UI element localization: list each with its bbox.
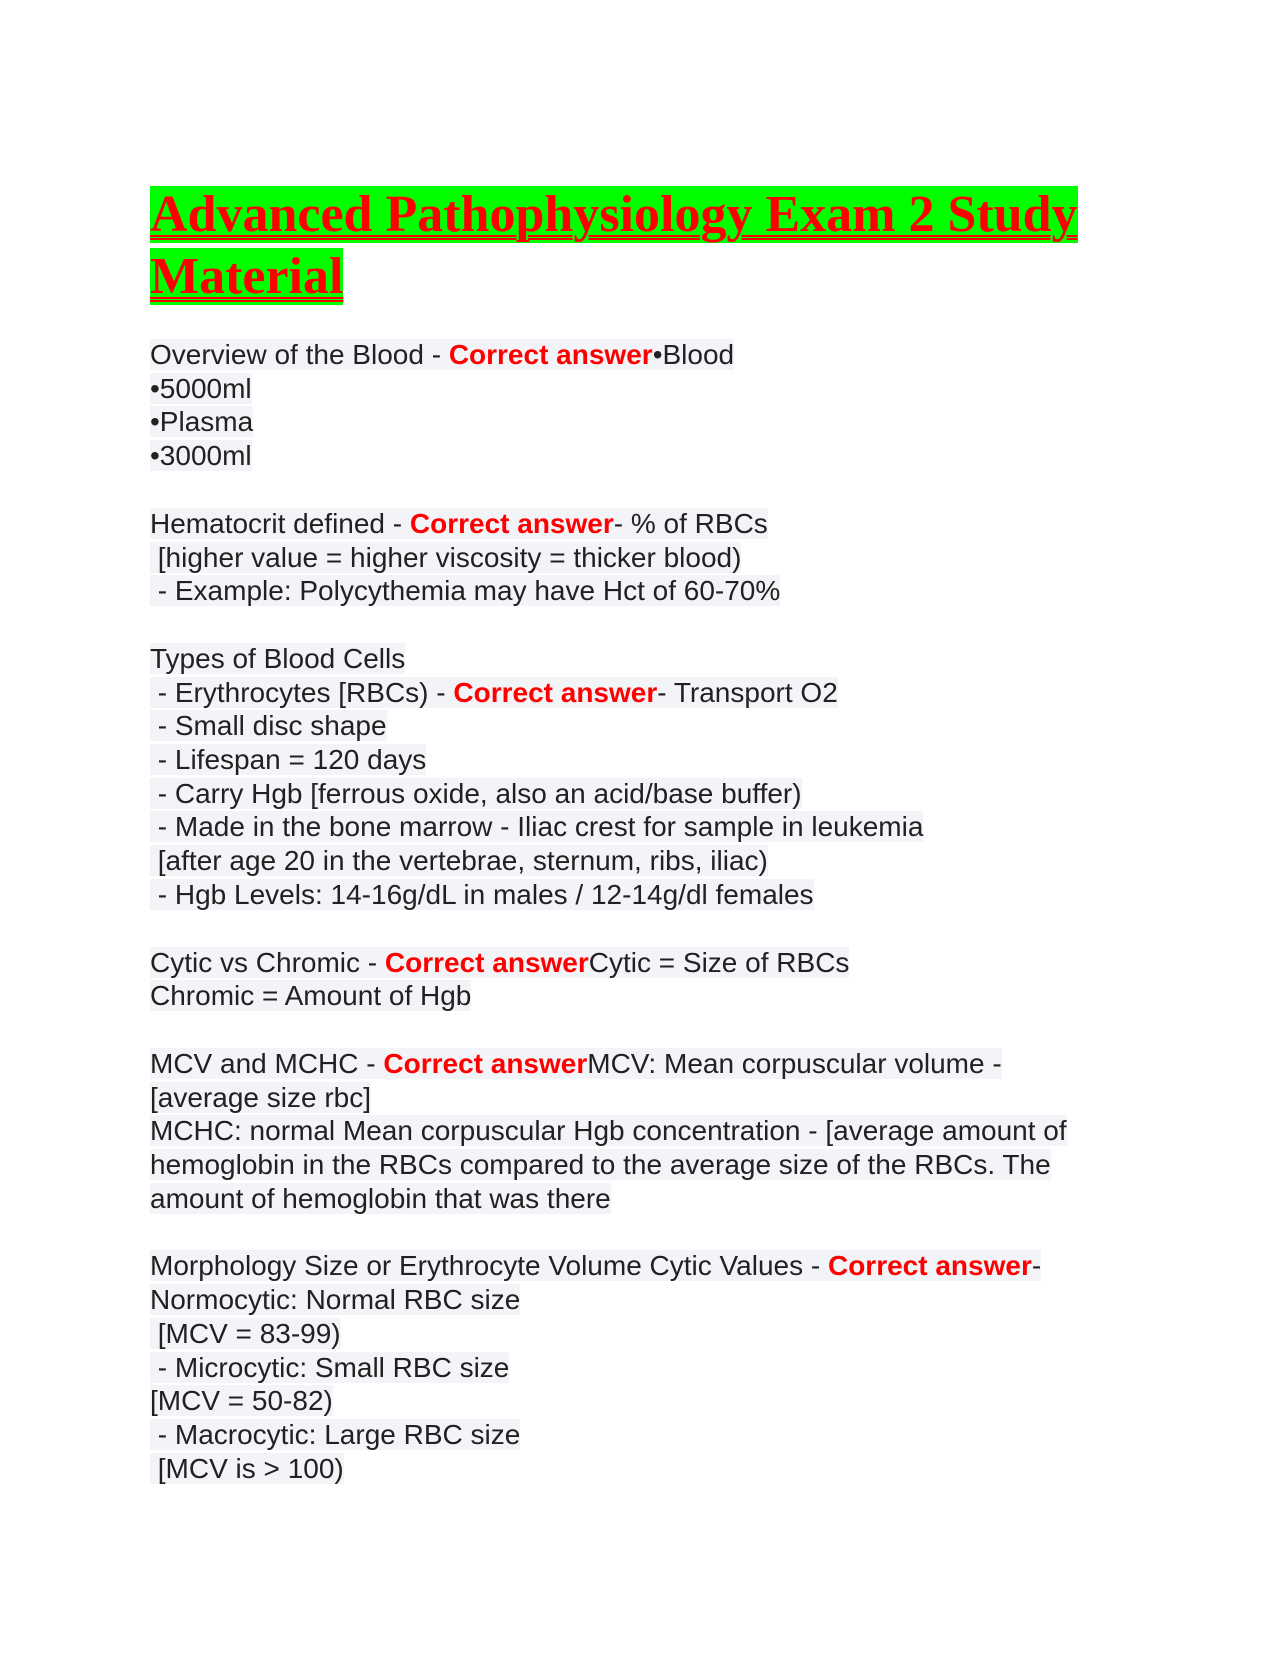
answer-text: - % of RBCs <box>613 507 768 539</box>
question-line <box>150 946 1130 980</box>
answer-line: Chromic = Amount of Hgb <box>150 980 472 1012</box>
answer-line: - Microcytic: Small RBC size <box>150 1351 510 1383</box>
answer-line: •5000ml <box>150 372 252 404</box>
answer-text: •Blood <box>652 339 735 370</box>
answer-line: MCHC: normal Mean corpuscular Hgb concentration - [average amount of <box>150 1115 1067 1147</box>
answer-line: - Made in the bone marrow - Iliac crest for sample in leukemia <box>150 811 924 843</box>
answer-line: - Hgb Levels: 14-16g/dL in males / 12-14g/dl females <box>150 878 814 910</box>
correct-answer-label: Correct answer <box>384 946 589 978</box>
question-line <box>150 676 1130 710</box>
answer-text: MCV: Mean corpuscular volume - <box>587 1047 1002 1079</box>
answer-line: [MCV = 50-82) <box>150 1385 333 1417</box>
answer-line: - Macrocytic: Large RBC size <box>150 1418 521 1450</box>
answer-line: - Small disc shape <box>150 710 387 742</box>
section-heading: Types of Blood Cells <box>150 642 406 674</box>
answer-line: [average size rbc] <box>150 1081 371 1113</box>
flashcard-item <box>150 946 1130 1013</box>
flashcard-item <box>150 507 1130 608</box>
answer-line: [higher value = higher viscosity = thicker blood) <box>150 541 742 573</box>
answer-line: •Plasma <box>150 406 254 438</box>
correct-answer-label: Correct answer <box>827 1250 1032 1282</box>
question-text: Morphology Size or Erythrocyte Volume Cytic Values - <box>150 1250 828 1282</box>
answer-line: [MCV = 83-99) <box>150 1317 341 1349</box>
question-line <box>150 507 1130 541</box>
answer-text: Cytic = Size of RBCs <box>588 946 850 978</box>
answer-line: - Lifespan = 120 days <box>150 744 427 776</box>
correct-answer-label: Correct answer <box>448 339 653 370</box>
answer-line: - Carry Hgb [ferrous oxide, also an acid/base buffer) <box>150 777 802 809</box>
document-title: Advanced Pathophysiology Exam 2 Study Material <box>150 186 1078 305</box>
question-text: - Erythrocytes [RBCs) - <box>150 676 454 708</box>
question-line <box>150 1249 1130 1283</box>
flashcard-item <box>150 338 1130 473</box>
answer-line: Normocytic: Normal RBC size <box>150 1284 521 1316</box>
question-text: Cytic vs Chromic - <box>150 946 385 978</box>
question-text: Hematocrit defined - <box>150 507 410 539</box>
answer-line: •3000ml <box>150 440 252 472</box>
flashcard-item <box>150 642 1130 912</box>
question-line <box>150 338 1130 372</box>
answer-text: - Transport O2 <box>657 676 838 708</box>
answer-text: - <box>1031 1250 1042 1282</box>
flashcard-item <box>150 1249 1130 1485</box>
question-text: MCV and MCHC - <box>150 1047 384 1079</box>
document-page <box>150 184 1130 1519</box>
flashcard-item <box>150 1047 1130 1216</box>
answer-line: - Example: Polycythemia may have Hct of 60-70% <box>150 575 781 607</box>
answer-line: amount of hemoglobin that was there <box>150 1182 611 1214</box>
question-line <box>150 1047 1130 1081</box>
question-text: Overview of the Blood - <box>150 339 449 370</box>
answer-line: [after age 20 in the vertebrae, sternum, ribs, iliac) <box>150 845 768 877</box>
correct-answer-label: Correct answer <box>383 1047 588 1079</box>
answer-line: hemoglobin in the RBCs compared to the average size of the RBCs. The <box>150 1149 1051 1181</box>
answer-line: [MCV is > 100) <box>150 1452 344 1484</box>
correct-answer-label: Correct answer <box>453 676 658 708</box>
correct-answer-label: Correct answer <box>409 507 614 539</box>
